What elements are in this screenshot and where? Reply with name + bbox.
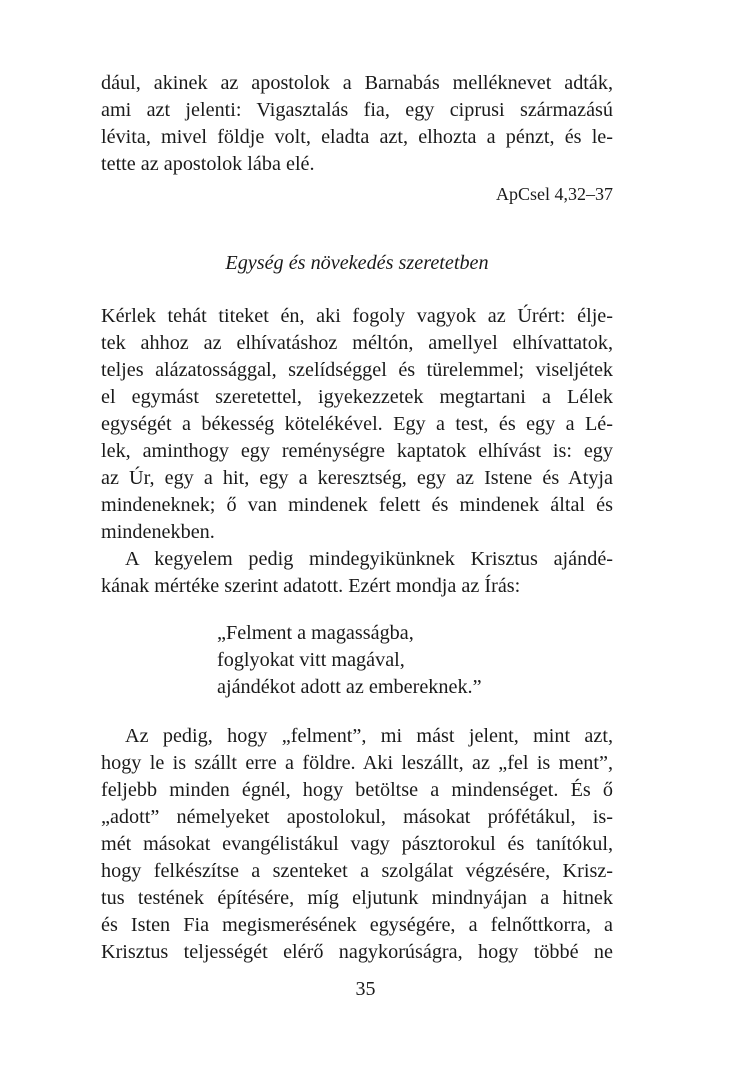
book-page <box>101 70 613 966</box>
text-line: Az pedig, hogy „felment”, mi mást jelent, mint azt, <box>125 725 613 747</box>
quoted-verse <box>217 620 613 701</box>
text-line: mindeneknek; ő van mindenek felett és mindenek által és <box>101 494 613 516</box>
text-line: feljebb minden égnél, hogy betöltse a mindenséget. És ő <box>101 779 613 801</box>
text-line: Kérlek tehát titeket én, aki fogoly vagyok az Úrért: élje- <box>101 305 613 327</box>
text-line: hogy felkészítse a szenteket a szolgálat végzésére, Krisz- <box>101 860 613 882</box>
text-line: el egymást szeretettel, igyekezzetek megtartani a Lélek <box>101 386 613 408</box>
page-number: 35 <box>355 978 376 1000</box>
text-line: hogy le is szállt erre a földre. Aki leszállt, az „fel is ment”, <box>101 752 613 774</box>
text-line: ami azt jelenti: Vigasztalás fia, egy ciprusi származású <box>101 99 613 121</box>
text-line: tek ahhoz az elhívatáshoz méltón, amellyel elhívattatok, <box>101 332 613 354</box>
quote-line: „Felment a magasságba, <box>217 622 414 644</box>
section-heading: Egység és növekedés szeretetben <box>225 252 489 274</box>
text-line: dául, akinek az apostolok a Barnabás melléknevet adták, <box>101 72 613 94</box>
text-line: mindenekben. <box>101 521 215 543</box>
text-line: egységét a békesség kötelékével. Egy a test, és egy a Lé- <box>101 413 613 435</box>
text-line: lek, aminthogy egy reménységre kaptatok elhívást is: egy <box>101 440 613 462</box>
text-line: és Isten Fia megismerésének egységére, a felnőttkorra, a <box>101 914 613 936</box>
text-line: kának mértéke szerint adatott. Ezért mondja az Írás: <box>101 575 521 597</box>
paragraph-1 <box>101 303 613 546</box>
quote-line: ajándékot adott az embereknek.” <box>217 676 482 698</box>
paragraph-3 <box>101 723 613 966</box>
text-line: tus testének építésére, míg eljutunk mindnyájan a hitnek <box>101 887 613 909</box>
text-line: A kegyelem pedig mindegyikünknek Krisztus ajándé- <box>125 548 613 570</box>
text-line: Krisztus teljességét elérő nagykorúságra, hogy többé ne <box>101 941 613 963</box>
paragraph-2 <box>101 546 613 600</box>
text-line: az Úr, egy a hit, egy a keresztség, egy az Istene és Atyja <box>101 467 613 489</box>
text-line: lévita, mivel földje volt, eladta azt, elhozta a pénzt, és le- <box>101 126 613 148</box>
text-line: „adott” némelyeket apostolokul, másokat prófétákul, is- <box>101 806 613 828</box>
passage-continuation <box>101 70 613 178</box>
text-line: teljes alázatossággal, szelídséggel és türelemmel; viseljétek <box>101 359 613 381</box>
text-line: mét másokat evangélistákul vagy pásztorokul és tanítókul, <box>101 833 613 855</box>
text-line: tette az apostolok lába elé. <box>101 153 315 175</box>
quote-line: foglyokat vitt magával, <box>217 649 405 671</box>
scripture-reference: ApCsel 4,32–37 <box>496 184 613 204</box>
